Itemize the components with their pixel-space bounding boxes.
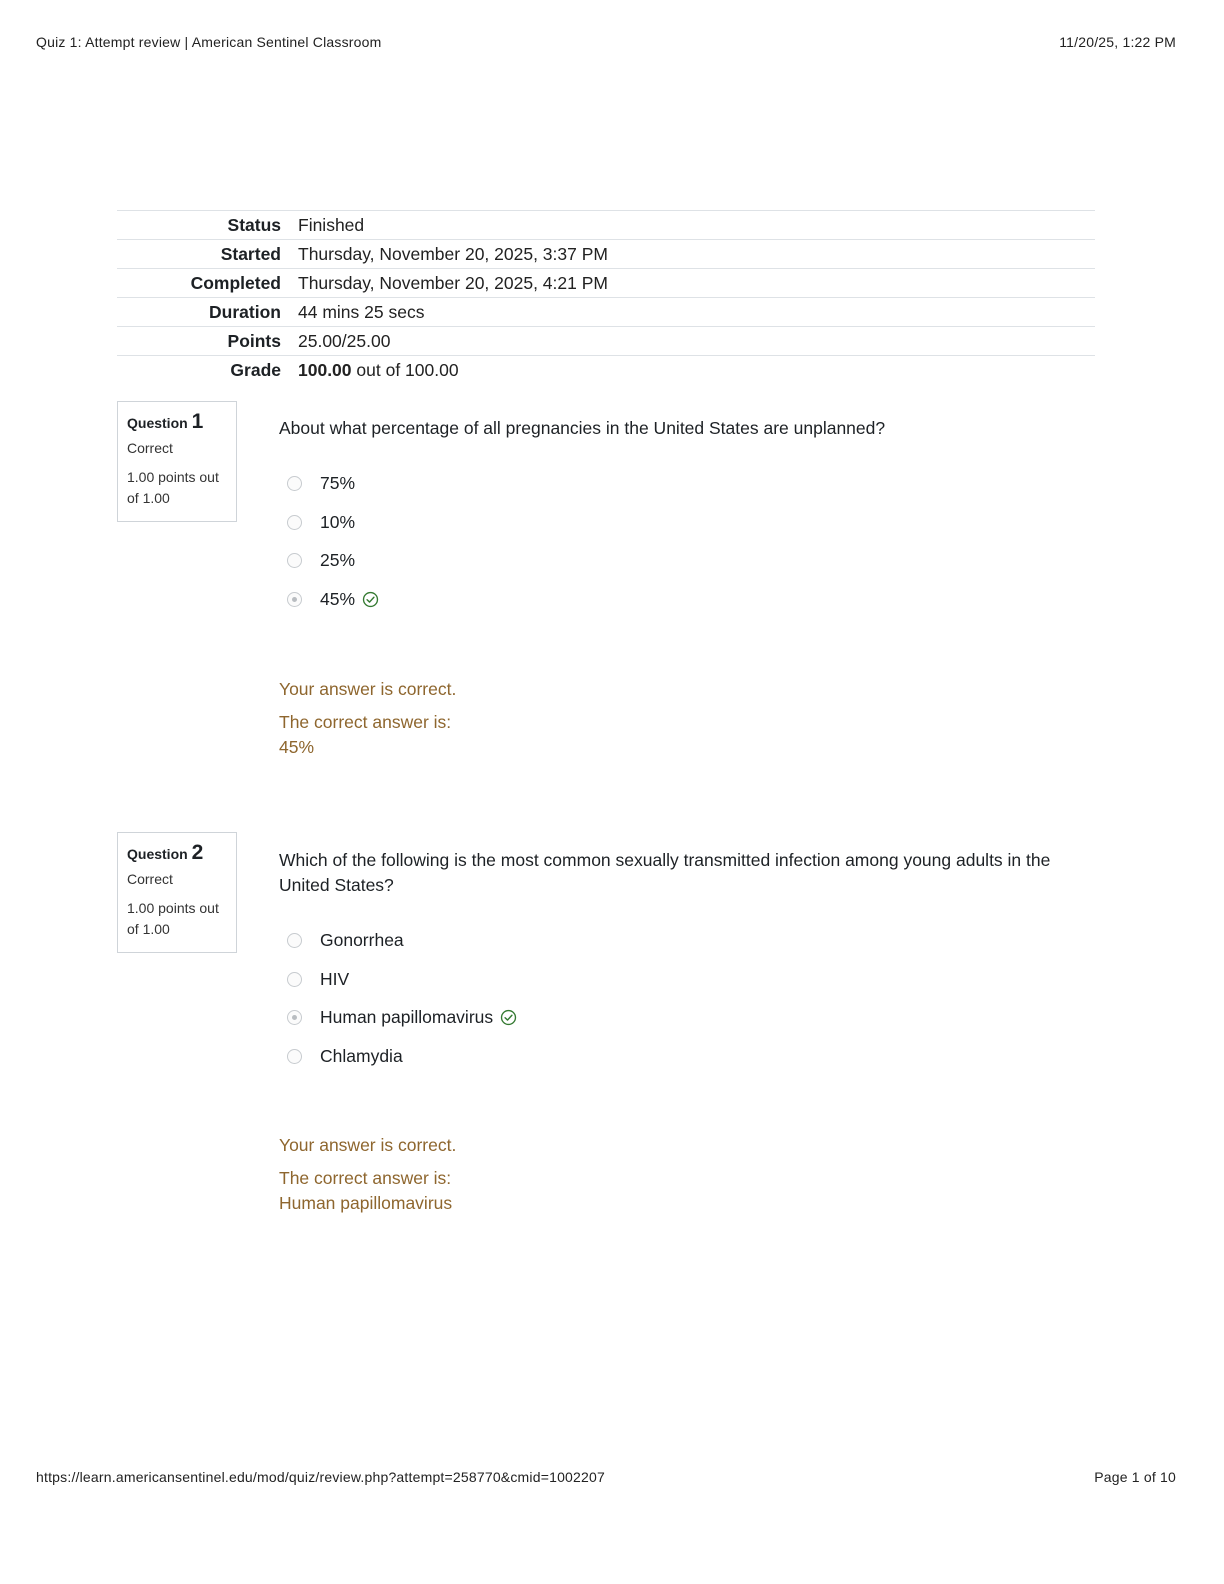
answer-option[interactable] — [287, 503, 379, 542]
summary-label: Points — [227, 330, 281, 351]
answer-option-label: 45% — [320, 588, 356, 609]
correct-check-icon — [500, 1009, 517, 1026]
print-header-title: Quiz 1: Attempt review | American Sentinel Classroom — [36, 34, 382, 50]
radio-button-checked[interactable] — [287, 1010, 302, 1025]
radio-button[interactable] — [287, 553, 302, 568]
question-number-line — [127, 410, 227, 434]
answer-options-1 — [287, 464, 379, 619]
summary-value: Thursday, November 20, 2025, 3:37 PM — [298, 243, 608, 264]
attempt-summary-table — [117, 210, 1095, 384]
correct-answer-label: The correct answer is: — [279, 1168, 452, 1188]
summary-row-status — [117, 211, 1095, 240]
answer-option-label: 10% — [320, 511, 356, 532]
answer-option[interactable] — [287, 921, 517, 960]
correct-check-icon — [362, 591, 379, 608]
summary-value: 44 mins 25 secs — [298, 301, 425, 322]
answer-option-label: 25% — [320, 550, 356, 571]
summary-row-points — [117, 327, 1095, 356]
grade-suffix: out of 100.00 — [351, 359, 459, 380]
answer-option[interactable] — [287, 960, 517, 999]
question-number: 1 — [191, 410, 204, 433]
answer-option-label: HIV — [320, 968, 350, 989]
question-feedback-1 — [279, 677, 456, 760]
correct-answer-label: The correct answer is: — [279, 712, 452, 732]
summary-value: 25.00/25.00 — [298, 330, 391, 351]
question-feedback-2 — [279, 1133, 456, 1216]
print-header-datetime: 11/20/25, 1:22 PM — [1059, 34, 1176, 50]
summary-value — [298, 360, 459, 381]
question-state: Correct — [127, 871, 173, 887]
answer-option-selected[interactable] — [287, 580, 379, 619]
radio-button[interactable] — [287, 515, 302, 530]
answer-option-label: Chlamydia — [320, 1045, 403, 1066]
answer-option[interactable] — [287, 1037, 517, 1076]
question-label: Question — [127, 415, 188, 431]
radio-button-checked[interactable] — [287, 592, 302, 607]
summary-value: Thursday, November 20, 2025, 4:21 PM — [298, 272, 608, 293]
feedback-status: Your answer is correct. — [279, 1135, 457, 1155]
question-info-2 — [117, 832, 237, 953]
question-label: Question — [127, 846, 188, 862]
answer-option-label: Human papillomavirus — [320, 1007, 494, 1028]
summary-value: Finished — [298, 214, 365, 235]
correct-answer: 45% — [279, 737, 315, 757]
summary-row-grade — [117, 356, 1095, 384]
answer-option-selected[interactable] — [287, 998, 517, 1037]
summary-row-completed — [117, 269, 1095, 298]
summary-label: Completed — [190, 272, 281, 293]
answer-option[interactable] — [287, 541, 379, 580]
grade-score: 100.00 — [298, 359, 352, 380]
correct-answer: Human papillomavirus — [279, 1193, 453, 1213]
summary-row-started — [117, 240, 1095, 269]
print-footer-page: Page 1 of 10 — [1094, 1469, 1176, 1485]
answer-option-label: Gonorrhea — [320, 929, 404, 950]
print-footer-url: https://learn.americansentinel.edu/mod/quiz/review.php?attempt=258770&cmid=1002207 — [36, 1469, 605, 1485]
answer-option[interactable] — [287, 464, 379, 503]
radio-button[interactable] — [287, 972, 302, 987]
question-grade: 1.00 points out of 1.00 — [127, 469, 219, 506]
question-state: Correct — [127, 440, 173, 456]
question-info-1 — [117, 401, 237, 522]
summary-label: Grade — [230, 359, 281, 380]
print-header — [36, 34, 1176, 50]
print-footer — [36, 1469, 1176, 1485]
answer-options-2 — [287, 921, 517, 1076]
question-text-1: About what percentage of all pregnancies in the United States are unplanned? — [279, 418, 886, 438]
summary-label: Duration — [209, 301, 281, 322]
radio-button[interactable] — [287, 933, 302, 948]
question-grade: 1.00 points out of 1.00 — [127, 900, 219, 937]
answer-option-label: 75% — [320, 472, 356, 493]
summary-label: Status — [227, 214, 281, 235]
question-text-2: Which of the following is the most common sexually transmitted infection among young adults in the United States? — [279, 850, 1051, 895]
question-number-line — [127, 841, 227, 865]
summary-label: Started — [220, 243, 281, 264]
summary-row-duration — [117, 298, 1095, 327]
radio-button[interactable] — [287, 1049, 302, 1064]
radio-button[interactable] — [287, 476, 302, 491]
question-number: 2 — [191, 841, 204, 864]
feedback-status: Your answer is correct. — [279, 679, 457, 699]
